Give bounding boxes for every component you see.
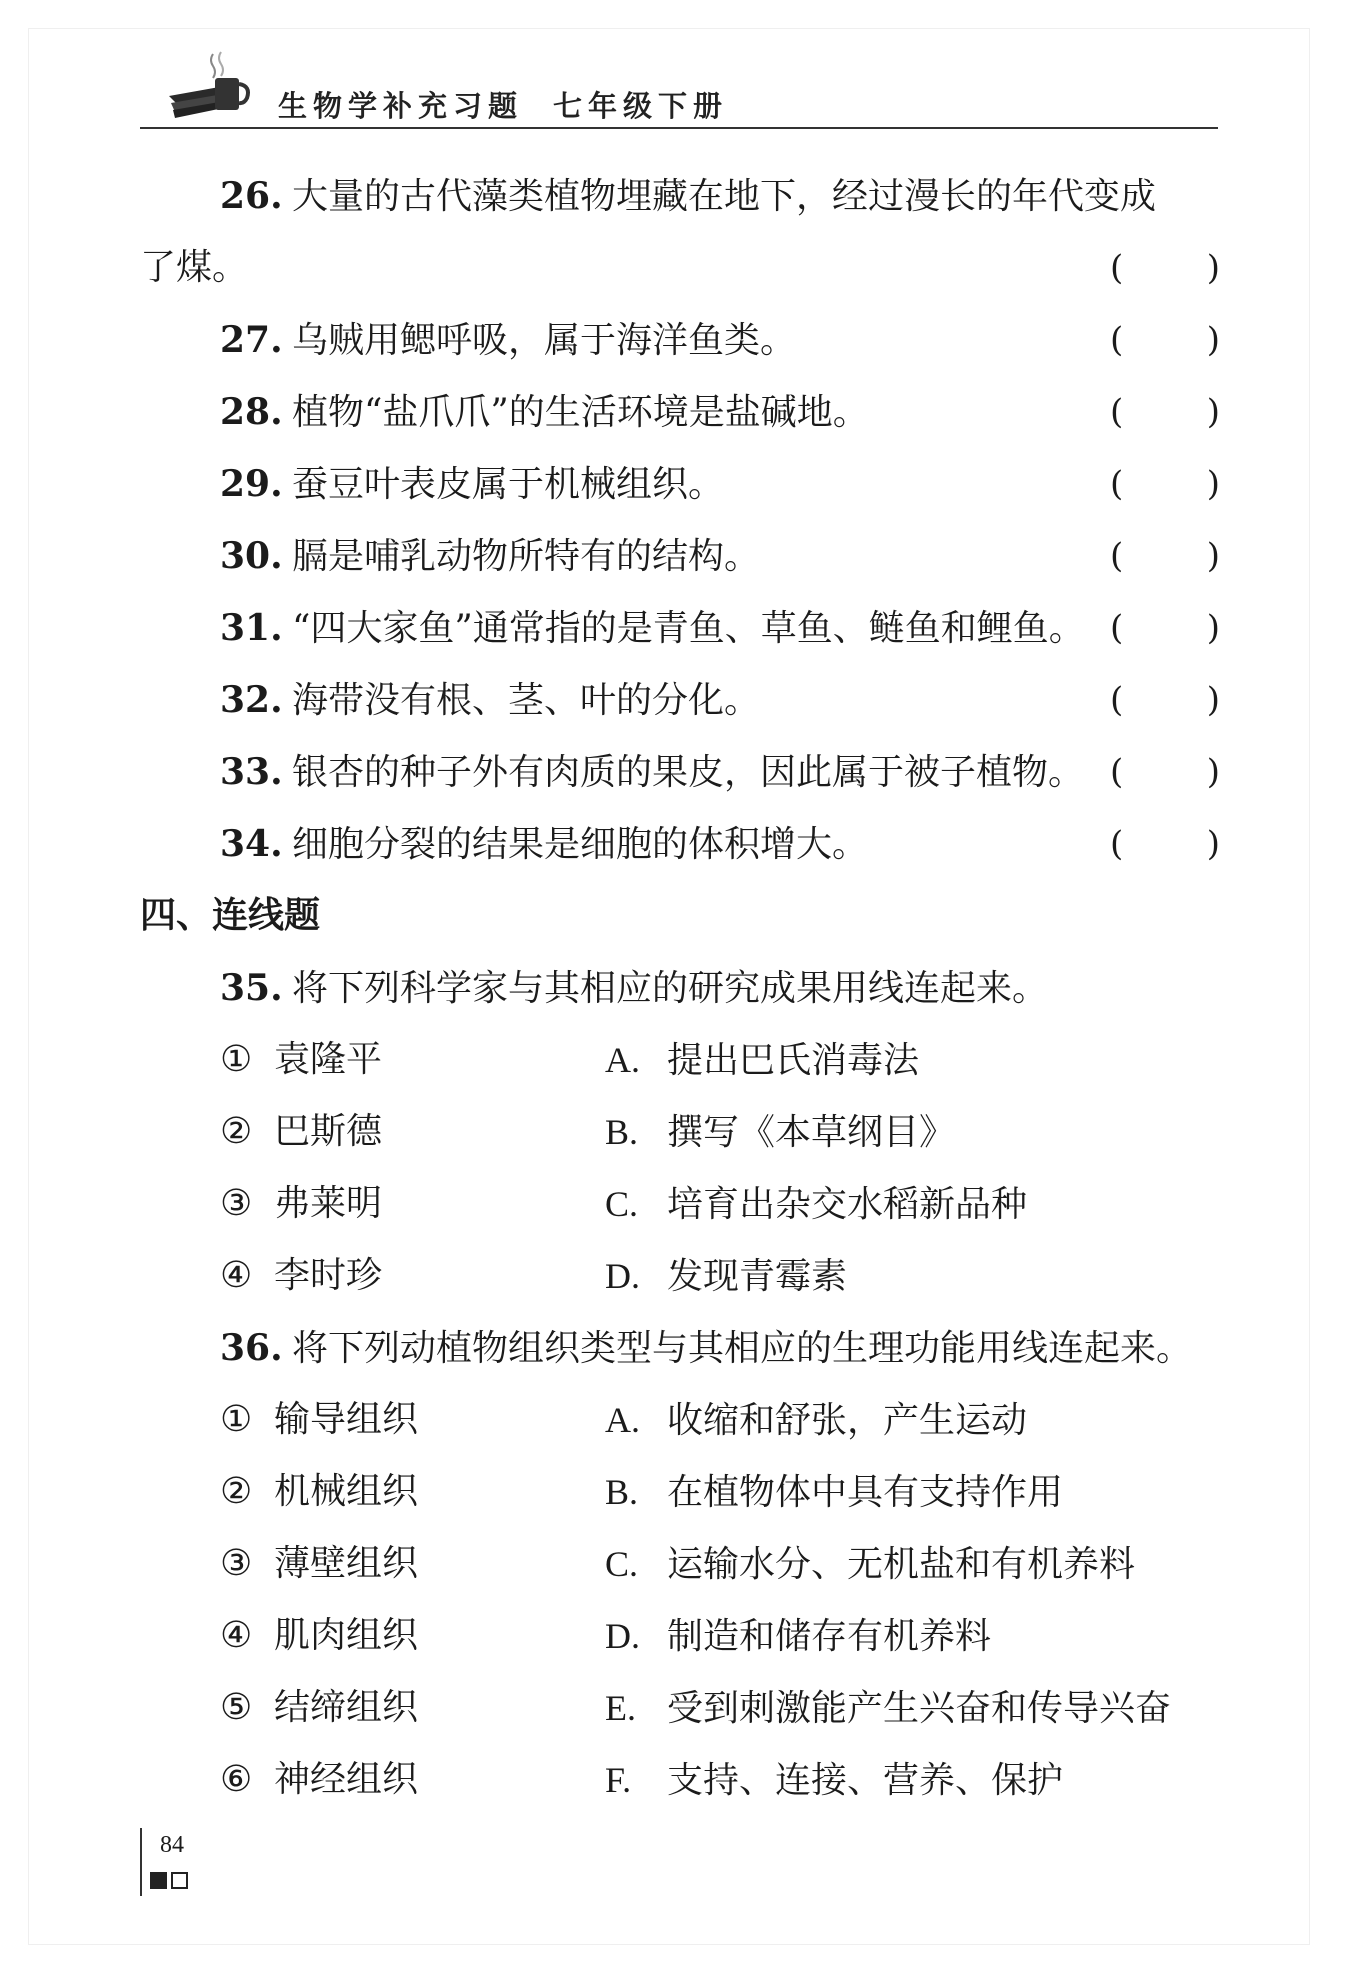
match-left-item[interactable]: ② 机械组织 [220,1471,419,1512]
question-text: 植物“盐爪爪”的生活环境是盐碱地。 [292,392,869,433]
answer-blank-31[interactable]: ( ) [1110,608,1220,648]
question-text: 海带没有根、茎、叶的分化。 [292,680,761,721]
header-rule [140,127,1218,129]
answer-blank-26[interactable]: ( ) [1110,248,1220,288]
match-right-item[interactable]: C. 运输水分、无机盐和有机养料 [605,1544,1136,1585]
question-text: 将下列科学家与其相应的研究成果用线连起来。 [292,968,1049,1009]
match-left-item[interactable]: ⑤ 结缔组织 [220,1687,419,1728]
match-right-item[interactable]: D. 发现青霉素 [605,1256,848,1297]
question-number: 27. [220,319,283,361]
match-left-item[interactable]: ③ 弗莱明 [220,1183,383,1224]
question-33 [220,748,1220,797]
header-title [278,84,728,125]
answer-blank-33[interactable]: ( ) [1110,752,1220,792]
question-number: 28. [220,391,283,433]
empty-square-icon [171,1872,188,1889]
question-text: 银杏的种子外有肉质的果皮，因此属于被子植物。 [292,752,1085,793]
match-left-item[interactable]: ① 袁隆平 [220,1039,383,1080]
match-right-item[interactable]: B. 在植物体中具有支持作用 [605,1472,1064,1513]
page-number: 84 [160,1832,184,1858]
question-36 [220,1324,1220,1373]
question-35 [220,964,1220,1013]
match-left-item[interactable]: ③ 薄壁组织 [220,1543,419,1584]
answer-blank-28[interactable]: ( ) [1110,392,1220,432]
match-right-item[interactable]: B. 撰写《本草纲目》 [605,1112,956,1153]
match-left-item[interactable]: ⑥ 神经组织 [220,1759,419,1800]
question-number: 31. [220,607,283,649]
question-text: 大量的古代藻类植物埋藏在地下，经过漫长的年代变成 [292,176,1157,217]
question-number: 32. [220,679,283,721]
footer-rule [140,1828,142,1896]
question-number: 29. [220,463,283,505]
match-right-item[interactable]: F. 支持、连接、营养、保护 [605,1760,1064,1801]
filled-square-icon [150,1872,167,1889]
answer-blank-34[interactable]: ( ) [1110,824,1220,864]
question-29 [220,460,1220,509]
question-31 [220,604,1220,653]
match-left-item[interactable]: ④ 肌肉组织 [220,1615,419,1656]
question-27 [220,316,1220,365]
question-28 [220,388,1220,437]
question-number: 33. [220,751,283,793]
question-number: 36. [220,1327,283,1369]
question-number: 34. [220,823,283,865]
question-34 [220,820,1220,869]
question-number: 26. [220,175,283,217]
question-text: 将下列动植物组织类型与其相应的生理功能用线连起来。 [292,1328,1193,1369]
match-left-item[interactable]: ② 巴斯德 [220,1111,383,1152]
answer-blank-27[interactable]: ( ) [1110,320,1220,360]
question-text: 蚕豆叶表皮属于机械组织。 [292,464,725,505]
question-number: 35. [220,967,283,1009]
answer-blank-30[interactable]: ( ) [1110,536,1220,576]
question-26 [220,172,1220,221]
question-text: “四大家鱼”通常指的是青鱼、草鱼、鲢鱼和鲤鱼。 [292,608,1085,649]
match-right-item[interactable]: D. 制造和储存有机养料 [605,1616,992,1657]
book-title: 生物学补充习题 [278,89,524,123]
question-26-continuation: 了煤。 [140,247,249,288]
question-text: 乌贼用鳃呼吸，属于海洋鱼类。 [292,320,797,361]
answer-blank-32[interactable]: ( ) [1110,680,1220,720]
section-title-matching: 四、连线题 [140,895,321,936]
question-30 [220,532,1220,581]
match-right-item[interactable]: E. 受到刺激能产生兴奋和传导兴奋 [605,1688,1172,1729]
match-right-item[interactable]: A. 提出巴氏消毒法 [605,1040,920,1081]
answer-blank-29[interactable]: ( ) [1110,464,1220,504]
books-and-mug-icon [165,48,260,120]
footer-squares-icon [150,1872,188,1889]
match-left-item[interactable]: ① 输导组织 [220,1399,419,1440]
grade-volume: 七年级下册 [553,89,729,123]
match-right-item[interactable]: A. 收缩和舒张，产生运动 [605,1400,1028,1441]
question-number: 30. [220,535,283,577]
question-text: 细胞分裂的结果是细胞的体积增大。 [292,824,869,865]
question-text: 膈是哺乳动物所特有的结构。 [292,536,761,577]
match-left-item[interactable]: ④ 李时珍 [220,1255,383,1296]
match-right-item[interactable]: C. 培育出杂交水稻新品种 [605,1184,1028,1225]
question-32 [220,676,1220,725]
